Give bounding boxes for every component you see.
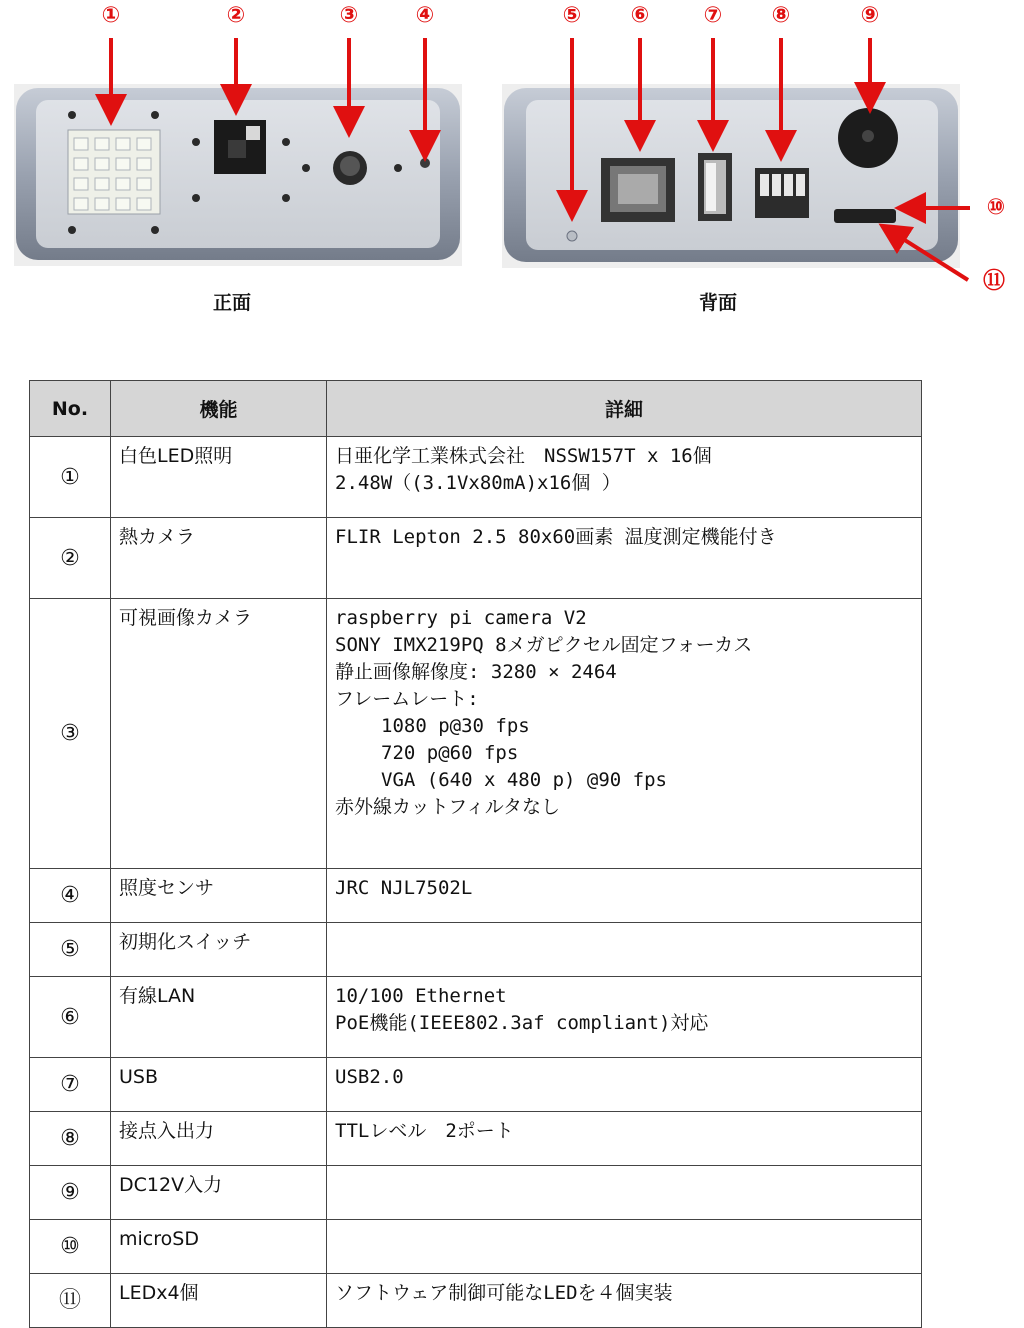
row-function: 有線LAN xyxy=(111,977,327,1058)
table-row xyxy=(30,1274,922,1328)
row-number: ⑨ xyxy=(30,1166,111,1220)
marker-10: ⑩ xyxy=(986,195,1006,220)
header-no: No. xyxy=(30,381,111,437)
row-function: LEDx4個 xyxy=(111,1274,327,1328)
marker-3: ③ xyxy=(339,3,359,28)
row-number: ② xyxy=(30,518,111,599)
detail-line: 1080 p@30 fps xyxy=(381,715,530,737)
detail-line: 日亜化学工業株式会社 NSSW157T x 16個 xyxy=(335,445,712,467)
device-illustration xyxy=(0,0,1024,330)
row-function: 接点入出力 xyxy=(111,1112,327,1166)
marker-1: ① xyxy=(101,3,121,28)
row-function: 熱カメラ xyxy=(111,518,327,599)
row-number: ⑩ xyxy=(30,1220,111,1274)
detail-line: JRC NJL7502L xyxy=(335,877,473,899)
row-number: ⑥ xyxy=(30,977,111,1058)
device-photos xyxy=(0,0,1024,330)
marker-4: ④ xyxy=(415,3,435,28)
header-details: 詳細 xyxy=(327,381,922,437)
row-number: ⑪ xyxy=(30,1274,111,1328)
detail-line: raspberry pi camera V2 xyxy=(335,607,587,629)
table-row xyxy=(30,1058,922,1112)
marker-2: ② xyxy=(226,3,246,28)
row-details xyxy=(327,1112,922,1166)
row-details xyxy=(327,977,922,1058)
detail-line: USB2.0 xyxy=(335,1066,404,1088)
table-row xyxy=(30,1220,922,1274)
detail-line: TTLレベル 2ポート xyxy=(335,1120,514,1142)
detail-line: 2.48W（(3.1Vx80mA)x16個 ） xyxy=(335,472,621,494)
table-row xyxy=(30,518,922,599)
spec-table xyxy=(29,380,922,1328)
table-row xyxy=(30,869,922,923)
row-details xyxy=(327,1274,922,1328)
detail-line: 720 p@60 fps xyxy=(381,742,519,764)
marker-9: ⑨ xyxy=(860,3,880,28)
row-details xyxy=(327,869,922,923)
detail-line: フレームレート: xyxy=(335,688,479,710)
table-row xyxy=(30,923,922,977)
row-function: 可視画像カメラ xyxy=(111,599,327,869)
detail-line: PoE機能(IEEE802.3af compliant)対応 xyxy=(335,1012,709,1034)
table-row xyxy=(30,977,922,1058)
front-caption: 正面 xyxy=(212,292,252,314)
detail-line: SONY IMX219PQ 8メガピクセル固定フォーカス xyxy=(335,634,753,656)
marker-6: ⑥ xyxy=(630,3,650,28)
row-function: 白色LED照明 xyxy=(111,437,327,518)
row-details xyxy=(327,437,922,518)
row-number: ③ xyxy=(30,599,111,869)
row-function: USB xyxy=(111,1058,327,1112)
detail-line: VGA (640 x 480 p) @90 fps xyxy=(381,769,667,791)
row-function: microSD xyxy=(111,1220,327,1274)
front-panel xyxy=(14,84,462,266)
detail-line: 赤外線カットフィルタなし xyxy=(335,796,560,818)
table-row xyxy=(30,1112,922,1166)
detail-line: ソフトウェア制御可能なLEDを４個実装 xyxy=(335,1282,673,1304)
table-row xyxy=(30,599,922,869)
row-details xyxy=(327,1220,922,1274)
detail-line: FLIR Lepton 2.5 80x60画素 温度測定機能付き xyxy=(335,526,777,548)
row-number: ⑤ xyxy=(30,923,111,977)
table-row xyxy=(30,437,922,518)
row-number: ① xyxy=(30,437,111,518)
row-details xyxy=(327,518,922,599)
row-details xyxy=(327,599,922,869)
marker-5: ⑤ xyxy=(562,3,582,28)
row-number: ⑧ xyxy=(30,1112,111,1166)
row-function: 照度センサ xyxy=(111,869,327,923)
header-function: 機能 xyxy=(111,381,327,437)
detail-line: 10/100 Ethernet xyxy=(335,985,507,1007)
row-details xyxy=(327,1058,922,1112)
detail-line: 静止画像解像度: 3280 × 2464 xyxy=(335,661,617,683)
row-number: ④ xyxy=(30,869,111,923)
marker-8: ⑧ xyxy=(771,3,791,28)
row-details xyxy=(327,1166,922,1220)
back-caption: 背面 xyxy=(698,292,738,314)
marker-7: ⑦ xyxy=(703,3,723,28)
table-header-row xyxy=(30,381,922,437)
table-row xyxy=(30,1166,922,1220)
row-function: DC12V入力 xyxy=(111,1166,327,1220)
marker-11: ⑪ xyxy=(982,269,1006,294)
row-function: 初期化スイッチ xyxy=(111,923,327,977)
row-number: ⑦ xyxy=(30,1058,111,1112)
row-details xyxy=(327,923,922,977)
